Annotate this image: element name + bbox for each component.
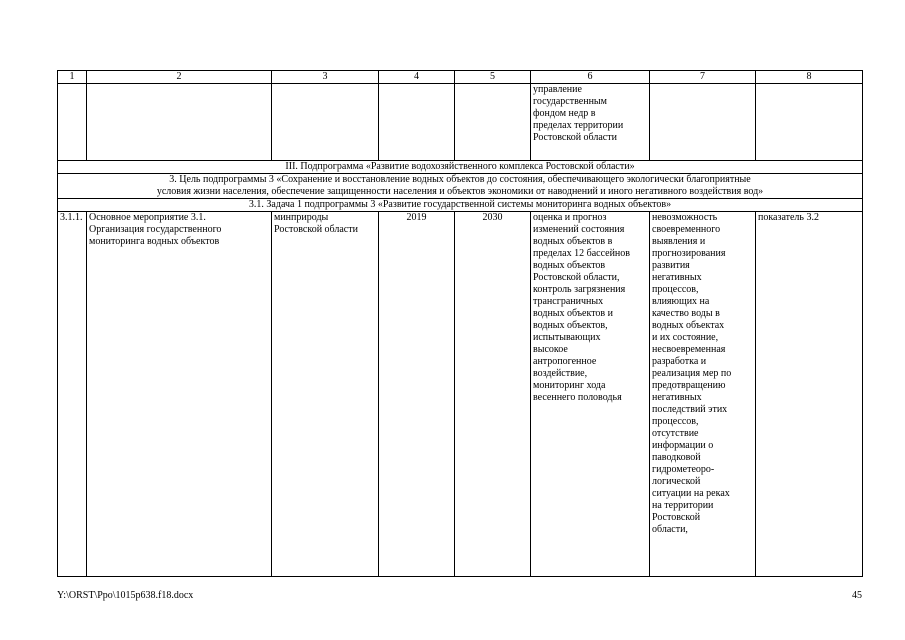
header-cell: 2 bbox=[87, 71, 272, 84]
page-number: 45 bbox=[852, 590, 862, 601]
expected-result: оценка и прогноз изменений состояния водных объектов в пределах 12 бассейнов водных объектов Ростовской области, контроль загрязнения трансграничных водных объектов и водных объектов, испытывающих высокое антропогенное воздействие, мониторинг хода весеннего половодья bbox=[531, 212, 650, 577]
goal-text: 3. Цель подпрограммы 3 «Сохранение и восстановление водных объектов до состояния, обеспечивающего экологически благоприятные условия жизни населения, обеспечение защищенности населения и объектов экономики от наводнений и иного негативного воздействия вод» bbox=[58, 174, 863, 199]
header-cell: 8 bbox=[756, 71, 863, 84]
table-cell bbox=[272, 84, 379, 161]
header-cell: 5 bbox=[455, 71, 531, 84]
header-cell: 3 bbox=[272, 71, 379, 84]
table-cell bbox=[455, 84, 531, 161]
table-cell bbox=[58, 84, 87, 161]
table-row bbox=[58, 212, 863, 577]
table-cell bbox=[87, 84, 272, 161]
activity-name: Основное мероприятие 3.1. Организация государственного мониторинга водных объектов bbox=[87, 212, 272, 577]
header-cell: 4 bbox=[379, 71, 455, 84]
header-cell: 1 bbox=[58, 71, 87, 84]
task-text: 3.1. Задача 1 подпрограммы 3 «Развитие государственной системы мониторинга водных объектов» bbox=[58, 199, 863, 212]
executor: минприроды Ростовской области bbox=[272, 212, 379, 577]
indicator: показатель 3.2 bbox=[756, 212, 863, 577]
continuation-result-cell: управление государственным фондом недр в пределах территории Ростовской области bbox=[531, 84, 650, 161]
task-row bbox=[58, 199, 863, 212]
section-title: III. Подпрограмма «Развитие водохозяйственного комплекса Ростовской области» bbox=[58, 161, 863, 174]
consequences: невозможность своевременного выявления и прогнозирования развития негативных процессов, влияющих на качество воды в водных объектах и их состояние, несвоевременная разработка и реализация мер по предотвращению негативных последствий этих процессов, отсутствие информации о паводковой гидрометеоро- логической ситуации на реках на территории Ростовской области, bbox=[650, 212, 756, 577]
footer-file-path: Y:\ORST\Ppo\1015p638.f18.docx bbox=[57, 590, 194, 601]
table-cell bbox=[379, 84, 455, 161]
start-year: 2019 bbox=[379, 212, 455, 577]
row-number: 3.1.1. bbox=[58, 212, 87, 577]
header-row bbox=[58, 71, 863, 84]
header-cell: 7 bbox=[650, 71, 756, 84]
table-cell bbox=[650, 84, 756, 161]
goal-row bbox=[58, 174, 863, 199]
table-cell bbox=[756, 84, 863, 161]
continuation-row bbox=[58, 84, 863, 161]
section-title-row bbox=[58, 161, 863, 174]
program-table bbox=[57, 70, 863, 577]
header-cell: 6 bbox=[531, 71, 650, 84]
end-year: 2030 bbox=[455, 212, 531, 577]
